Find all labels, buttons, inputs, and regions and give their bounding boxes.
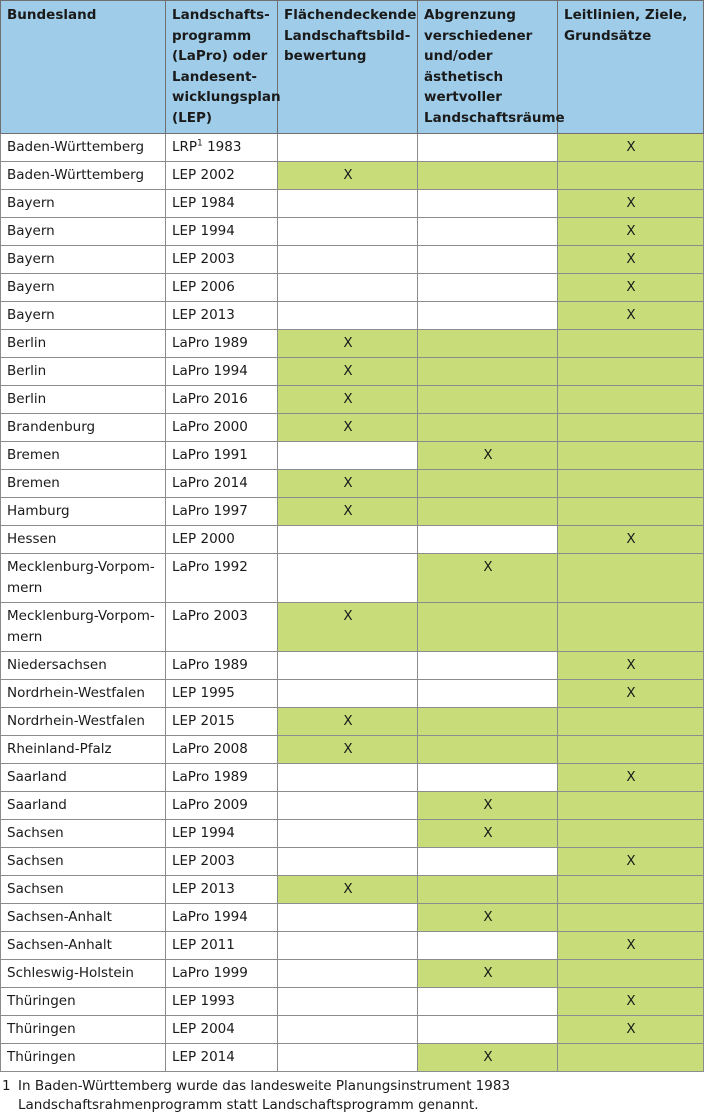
cell-leitlinien	[558, 1044, 704, 1072]
cell-leitlinien: X	[558, 274, 704, 302]
table-row	[1, 960, 704, 988]
table-row	[1, 442, 704, 470]
cell-landschaftsbildbewertung	[278, 960, 418, 988]
cell-landschaftsbildbewertung	[278, 848, 418, 876]
cell-leitlinien	[558, 876, 704, 904]
cell-plan: LEP 2013	[166, 302, 278, 330]
cell-plan: LEP 2004	[166, 1016, 278, 1044]
table-row	[1, 218, 704, 246]
cell-landschaftsbildbewertung	[278, 820, 418, 848]
cell-abgrenzung: X	[418, 1044, 558, 1072]
table-row	[1, 358, 704, 386]
cell-plan: LEP 2015	[166, 708, 278, 736]
cell-abgrenzung	[418, 274, 558, 302]
cell-plan: LaPro 1991	[166, 442, 278, 470]
cell-abgrenzung: X	[418, 792, 558, 820]
table-row	[1, 764, 704, 792]
table-row	[1, 932, 704, 960]
table-row	[1, 708, 704, 736]
cell-plan: LaPro 2014	[166, 470, 278, 498]
cell-landschaftsbildbewertung: X	[278, 603, 418, 652]
cell-plan: LEP 1984	[166, 190, 278, 218]
cell-abgrenzung	[418, 652, 558, 680]
table-row	[1, 848, 704, 876]
cell-bundesland: Bayern	[1, 246, 166, 274]
cell-bundesland: Thüringen	[1, 1016, 166, 1044]
table-row	[1, 134, 704, 162]
cell-bundesland: Thüringen	[1, 988, 166, 1016]
cell-landschaftsbildbewertung: X	[278, 708, 418, 736]
cell-bundesland: Sachsen	[1, 876, 166, 904]
cell-landschaftsbildbewertung	[278, 792, 418, 820]
cell-bundesland: Mecklenburg-Vorpom-mern	[1, 554, 166, 603]
header-row	[1, 1, 704, 134]
cell-leitlinien: X	[558, 190, 704, 218]
cell-bundesland: Berlin	[1, 358, 166, 386]
cell-landschaftsbildbewertung: X	[278, 414, 418, 442]
cell-landschaftsbildbewertung	[278, 554, 418, 603]
table-row	[1, 603, 704, 652]
cell-abgrenzung	[418, 848, 558, 876]
table-header	[1, 1, 704, 134]
cell-abgrenzung	[418, 414, 558, 442]
cell-abgrenzung	[418, 764, 558, 792]
cell-landschaftsbildbewertung	[278, 442, 418, 470]
header-landschaftsbildbewertung: Flächendeckende Landschaftsbild-bewertung	[278, 1, 418, 134]
cell-abgrenzung: X	[418, 442, 558, 470]
cell-landschaftsbildbewertung: X	[278, 876, 418, 904]
cell-bundesland: Mecklenburg-Vorpom-mern	[1, 603, 166, 652]
cell-leitlinien: X	[558, 764, 704, 792]
cell-leitlinien: X	[558, 134, 704, 162]
cell-landschaftsbildbewertung	[278, 246, 418, 274]
cell-landschaftsbildbewertung: X	[278, 162, 418, 190]
header-abgrenzung: Abgrenzung verschiedener und/oder ästhetisch wertvoller Landschaftsräume	[418, 1, 558, 134]
cell-plan: LEP 2014	[166, 1044, 278, 1072]
cell-leitlinien	[558, 470, 704, 498]
cell-leitlinien	[558, 498, 704, 526]
table-row	[1, 876, 704, 904]
cell-leitlinien: X	[558, 652, 704, 680]
cell-leitlinien	[558, 554, 704, 603]
cell-bundesland: Saarland	[1, 792, 166, 820]
cell-plan: LEP 1993	[166, 988, 278, 1016]
cell-abgrenzung	[418, 218, 558, 246]
header-plan: Landschafts-programm (LaPro) oder Landesent-wicklungsplan (LEP)	[166, 1, 278, 134]
cell-abgrenzung: X	[418, 960, 558, 988]
cell-bundesland: Niedersachsen	[1, 652, 166, 680]
cell-bundesland: Schleswig-Holstein	[1, 960, 166, 988]
cell-landschaftsbildbewertung: X	[278, 358, 418, 386]
cell-leitlinien: X	[558, 988, 704, 1016]
cell-bundesland: Hamburg	[1, 498, 166, 526]
cell-plan: LEP 2003	[166, 848, 278, 876]
cell-bundesland: Rheinland-Pfalz	[1, 736, 166, 764]
cell-leitlinien	[558, 162, 704, 190]
table-row	[1, 470, 704, 498]
cell-landschaftsbildbewertung: X	[278, 386, 418, 414]
cell-abgrenzung: X	[418, 554, 558, 603]
table-row	[1, 386, 704, 414]
cell-leitlinien	[558, 820, 704, 848]
cell-landschaftsbildbewertung: X	[278, 330, 418, 358]
table-row	[1, 736, 704, 764]
cell-landschaftsbildbewertung	[278, 134, 418, 162]
cell-leitlinien: X	[558, 302, 704, 330]
cell-abgrenzung: X	[418, 904, 558, 932]
plan-abbrev: LRP	[172, 139, 198, 155]
cell-plan: LaPro 1999	[166, 960, 278, 988]
cell-bundesland: Baden-Württemberg	[1, 162, 166, 190]
cell-abgrenzung	[418, 498, 558, 526]
cell-leitlinien	[558, 792, 704, 820]
cell-landschaftsbildbewertung	[278, 652, 418, 680]
cell-bundesland: Berlin	[1, 386, 166, 414]
cell-abgrenzung	[418, 736, 558, 764]
cell-abgrenzung	[418, 470, 558, 498]
cell-plan: LEP 2002	[166, 162, 278, 190]
cell-plan: LEP 2003	[166, 246, 278, 274]
cell-plan	[166, 134, 278, 162]
cell-bundesland: Bayern	[1, 274, 166, 302]
table-row	[1, 554, 704, 603]
cell-plan: LEP 2011	[166, 932, 278, 960]
cell-plan: LEP 1995	[166, 680, 278, 708]
cell-landschaftsbildbewertung	[278, 932, 418, 960]
cell-plan: LaPro 1994	[166, 904, 278, 932]
footnote-text: In Baden-Württemberg wurde das landesweite Planungsinstrument 1983 Landschaftsrahmenprogramm statt Landschaftsprogramm genannt.	[18, 1078, 511, 1113]
cell-landschaftsbildbewertung	[278, 218, 418, 246]
cell-leitlinien: X	[558, 526, 704, 554]
cell-bundesland: Nordrhein-Westfalen	[1, 680, 166, 708]
cell-leitlinien	[558, 414, 704, 442]
cell-abgrenzung	[418, 162, 558, 190]
cell-plan: LaPro 1989	[166, 652, 278, 680]
cell-leitlinien: X	[558, 680, 704, 708]
cell-bundesland: Sachsen	[1, 820, 166, 848]
cell-landschaftsbildbewertung	[278, 764, 418, 792]
cell-bundesland: Bremen	[1, 442, 166, 470]
footnote	[0, 1072, 704, 1115]
cell-bundesland: Sachsen	[1, 848, 166, 876]
table-row	[1, 246, 704, 274]
table-row	[1, 1016, 704, 1044]
cell-leitlinien	[558, 736, 704, 764]
cell-plan: LaPro 2000	[166, 414, 278, 442]
plan-year: 1983	[202, 139, 242, 155]
cell-plan: LaPro 1994	[166, 358, 278, 386]
cell-landschaftsbildbewertung	[278, 1044, 418, 1072]
cell-bundesland: Thüringen	[1, 1044, 166, 1072]
cell-abgrenzung	[418, 708, 558, 736]
cell-landschaftsbildbewertung: X	[278, 470, 418, 498]
cell-bundesland: Sachsen-Anhalt	[1, 904, 166, 932]
cell-plan: LaPro 2009	[166, 792, 278, 820]
footnote-number: 1	[2, 1078, 11, 1094]
cell-abgrenzung	[418, 603, 558, 652]
table-row	[1, 302, 704, 330]
table-row	[1, 274, 704, 302]
cell-landschaftsbildbewertung	[278, 1016, 418, 1044]
table-row	[1, 1044, 704, 1072]
table-row	[1, 792, 704, 820]
cell-bundesland: Saarland	[1, 764, 166, 792]
table-row	[1, 820, 704, 848]
cell-landschaftsbildbewertung	[278, 302, 418, 330]
cell-abgrenzung	[418, 1016, 558, 1044]
cell-leitlinien	[558, 603, 704, 652]
cell-leitlinien	[558, 960, 704, 988]
cell-bundesland: Bayern	[1, 190, 166, 218]
cell-leitlinien	[558, 330, 704, 358]
header-bundesland: Bundesland	[1, 1, 166, 134]
table-body	[1, 134, 704, 1072]
cell-landschaftsbildbewertung	[278, 680, 418, 708]
table-row	[1, 652, 704, 680]
cell-landschaftsbildbewertung	[278, 274, 418, 302]
cell-plan: LaPro 1989	[166, 764, 278, 792]
cell-bundesland: Sachsen-Anhalt	[1, 932, 166, 960]
cell-leitlinien: X	[558, 218, 704, 246]
cell-plan: LEP 2006	[166, 274, 278, 302]
cell-plan: LaPro 1989	[166, 330, 278, 358]
cell-abgrenzung	[418, 876, 558, 904]
cell-bundesland: Nordrhein-Westfalen	[1, 708, 166, 736]
cell-leitlinien	[558, 358, 704, 386]
cell-bundesland: Baden-Württemberg	[1, 134, 166, 162]
cell-plan: LaPro 1992	[166, 554, 278, 603]
table-row	[1, 190, 704, 218]
cell-landschaftsbildbewertung	[278, 988, 418, 1016]
footnote-ref: 1	[197, 138, 203, 149]
cell-landschaftsbildbewertung	[278, 190, 418, 218]
cell-plan: LaPro 2008	[166, 736, 278, 764]
cell-bundesland: Bayern	[1, 302, 166, 330]
cell-plan: LEP 1994	[166, 218, 278, 246]
cell-bundesland: Hessen	[1, 526, 166, 554]
table-row	[1, 988, 704, 1016]
cell-abgrenzung	[418, 246, 558, 274]
cell-abgrenzung	[418, 680, 558, 708]
table-row	[1, 498, 704, 526]
cell-abgrenzung	[418, 302, 558, 330]
cell-abgrenzung: X	[418, 820, 558, 848]
cell-leitlinien: X	[558, 932, 704, 960]
cell-leitlinien: X	[558, 246, 704, 274]
cell-leitlinien	[558, 904, 704, 932]
cell-abgrenzung	[418, 932, 558, 960]
cell-plan: LaPro 2016	[166, 386, 278, 414]
table-row	[1, 414, 704, 442]
cell-bundesland: Berlin	[1, 330, 166, 358]
table-row	[1, 526, 704, 554]
cell-landschaftsbildbewertung	[278, 904, 418, 932]
cell-abgrenzung	[418, 190, 558, 218]
cell-leitlinien: X	[558, 848, 704, 876]
cell-abgrenzung	[418, 386, 558, 414]
cell-plan: LEP 1994	[166, 820, 278, 848]
table-row	[1, 330, 704, 358]
cell-plan: LaPro 2003	[166, 603, 278, 652]
cell-bundesland: Bayern	[1, 218, 166, 246]
table-row	[1, 680, 704, 708]
cell-abgrenzung	[418, 134, 558, 162]
table-row	[1, 904, 704, 932]
cell-leitlinien	[558, 708, 704, 736]
cell-landschaftsbildbewertung: X	[278, 736, 418, 764]
cell-plan: LEP 2000	[166, 526, 278, 554]
cell-abgrenzung	[418, 988, 558, 1016]
cell-abgrenzung	[418, 358, 558, 386]
table-row	[1, 162, 704, 190]
cell-bundesland: Bremen	[1, 470, 166, 498]
cell-abgrenzung	[418, 330, 558, 358]
header-leitlinien: Leitlinien, Ziele, Grundsätze	[558, 1, 704, 134]
cell-plan: LEP 2013	[166, 876, 278, 904]
cell-leitlinien: X	[558, 1016, 704, 1044]
cell-bundesland: Brandenburg	[1, 414, 166, 442]
cell-abgrenzung	[418, 526, 558, 554]
cell-plan: LaPro 1997	[166, 498, 278, 526]
cell-leitlinien	[558, 386, 704, 414]
cell-landschaftsbildbewertung	[278, 526, 418, 554]
cell-landschaftsbildbewertung: X	[278, 498, 418, 526]
cell-leitlinien	[558, 442, 704, 470]
